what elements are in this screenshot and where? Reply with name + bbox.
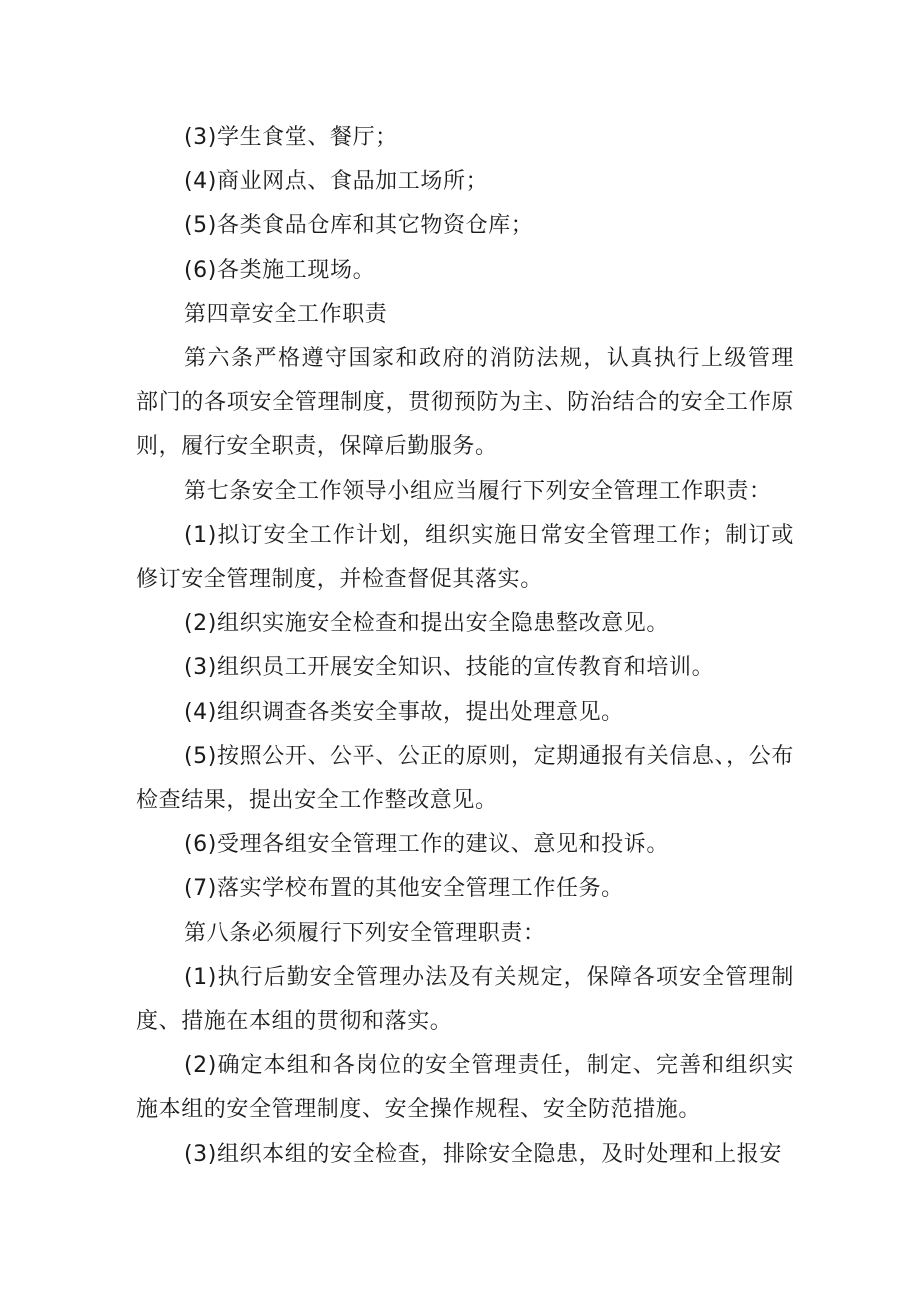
list-item: (4)组织调查各类安全事故，提出处理意见。 xyxy=(184,699,624,725)
article-paragraph: 第七条安全工作领导小组应当履行下列安全管理工作职责： xyxy=(184,478,772,504)
chapter-heading: 第四章安全工作职责 xyxy=(184,301,388,327)
list-item: (2)组织实施安全检查和提出安全隐患整改意见。 xyxy=(184,611,669,637)
document-body xyxy=(136,116,794,1177)
list-item: (2)确定本组和各岗位的安全管理责任，制定、完善和组织实施本组的安全管理制度、安全操作规程、安全防范措施。 xyxy=(136,1053,794,1123)
list-item: (5)按照公开、公平、公正的原则，定期通报有关信息、，公布检查结果，提出安全工作整改意见。 xyxy=(136,743,794,814)
article-paragraph: 第八条必须履行下列安全管理职责： xyxy=(184,920,546,946)
list-item: (5)各类食品仓库和其它物资仓库； xyxy=(184,213,534,239)
list-item: (3)组织本组的安全检查，排除安全隐患，及时处理和上报安 xyxy=(184,1141,782,1167)
list-item: (1)拟订安全工作计划，组织实施日常安全管理工作；制订或修订安全管理制度，并检查督促其落实。 xyxy=(136,522,794,593)
article-paragraph: 第六条严格遵守国家和政府的消防法规，认真执行上级管理部门的各项安全管理制度，贯彻预防为主、防治结合的安全工作原则，履行安全职责，保障后勤服务。 xyxy=(136,346,794,460)
list-item: (7)落实学校布置的其他安全管理工作任务。 xyxy=(184,876,624,902)
list-item: (6)受理各组安全管理工作的建议、意见和投诉。 xyxy=(184,832,669,858)
list-item: (3)学生食堂、餐厅； xyxy=(184,125,398,150)
list-item: (4)商业网点、食品加工场所； xyxy=(184,169,489,195)
list-item: (3)组织员工开展安全知识、技能的宣传教育和培训。 xyxy=(184,655,715,681)
list-item: (6)各类施工现场。 xyxy=(184,257,376,283)
list-item: (1)执行后勤安全管理办法及有关规定，保障各项安全管理制度、措施在本组的贯彻和落实。 xyxy=(136,964,794,1035)
